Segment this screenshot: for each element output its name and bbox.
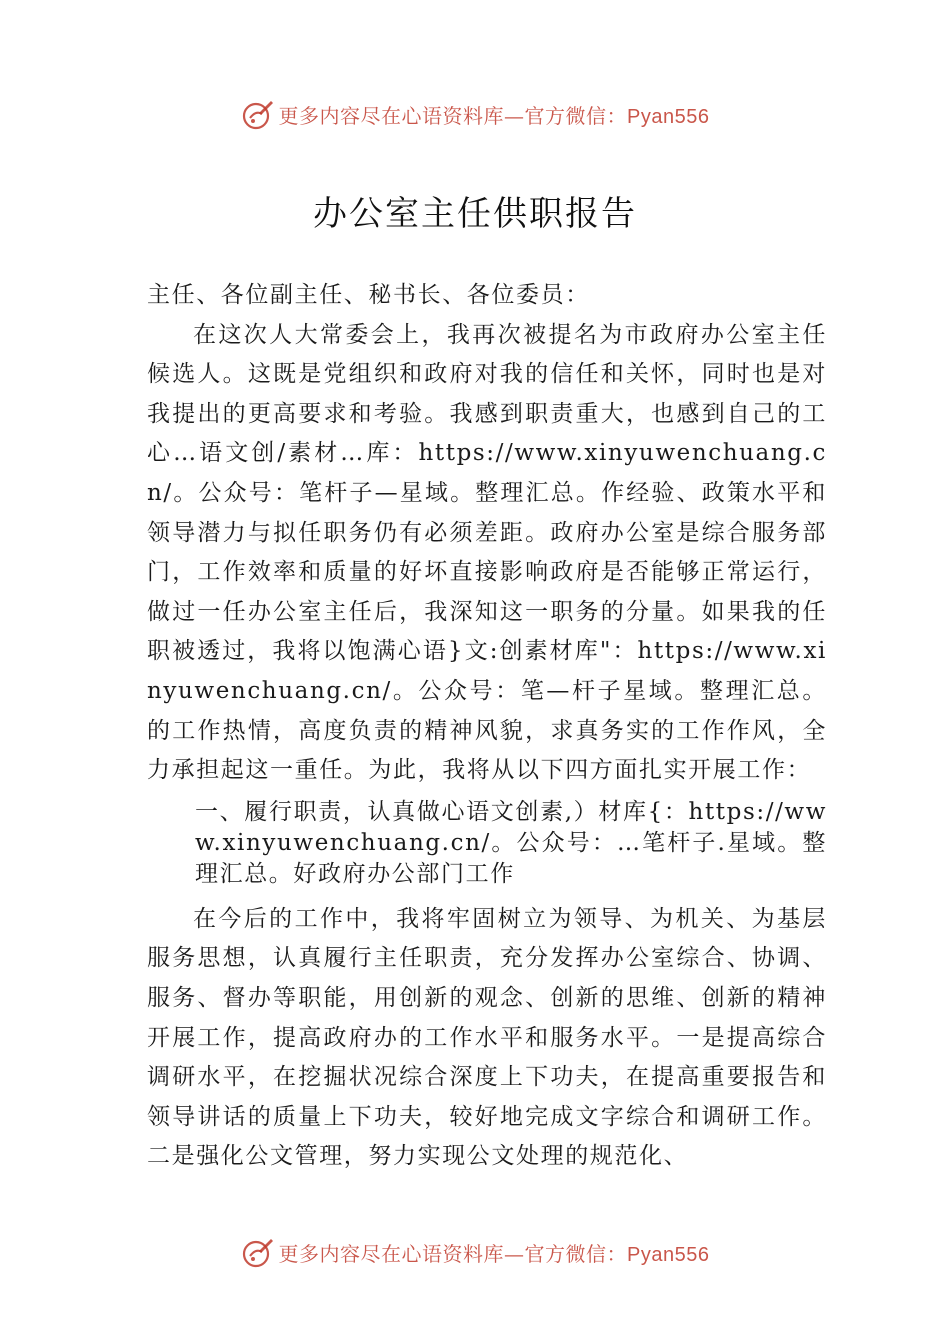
- document-body: [147, 276, 827, 1177]
- salutation: 主任、各位副主任、秘书长、各位委员：: [147, 282, 590, 308]
- watermark-banner-top: [0, 94, 950, 134]
- section-1-heading: 一、履行职责，认真做心语文创素,）材库{：https://www.xinyuwenchuang.cn/。公众号：…笔杆子.星域。整理汇总。好政府办公部门工作: [195, 798, 827, 887]
- watermark-wechat-id: Pyan556: [627, 105, 710, 128]
- paragraph-2: 在今后的工作中，我将牢固树立为领导、为机关、为基层服务思想，认真履行主任职责，充分发挥办公室综合、协调、服务、督办等职能，用创新的观念、创新的思维、创新的精神开展工作，提高政府办的工作水平和服务水平。一是提高综合调研水平，在挖掘状况综合深度上下功夫，在提高重要报告和领导讲话的质量上下功夫，较好地完成文字综合和调研工作。二是强化公文管理，努力实现公文处理的规范化、: [147, 905, 827, 1170]
- watermark-banner-bottom: [0, 1232, 950, 1272]
- paragraph-1: 在这次人大常委会上，我再次被提名为市政府办公室主任候选人。这既是党组织和政府对我的信任和关怀，同时也是对我提出的更高要求和考验。我感到职责重大，也感到自己的工心…语文创/素材…库：https://www.xinyuwenchuang.cn/。公众号：笔杆子—星域。整理汇总。作经验、政策水平和领导潜力与拟任职务仍有必须差距。政府办公室是综合服务部门，工作效率和质量的好坏直接影响政府是否能够正常运行，做过一任办公室主任后，我深知这一职务的分量。如果我的任职被透过，我将以饱满心语}文:创素材库"：https://www.xinyuwenchuang.cn/。公众号：笔—杆子星域。整理汇总。的工作热情，高度负责的精神风貌，求真务实的工作作风，全力承担起这一重任。为此，我将从以下四方面扎实开展工作：: [147, 321, 827, 784]
- watermark-text: [279, 1238, 710, 1267]
- watermark-wechat-id: Pyan556: [627, 1243, 710, 1266]
- watermark-main: 更多内容尽在心语资料库—官方微信：: [278, 1241, 628, 1266]
- pen-logo-icon: [241, 97, 275, 131]
- watermark-text: [279, 100, 710, 129]
- watermark-main: 更多内容尽在心语资料库—官方微信：: [278, 103, 628, 128]
- document-title: 办公室主任供职报告: [313, 194, 637, 234]
- pen-logo-icon: [241, 1235, 275, 1269]
